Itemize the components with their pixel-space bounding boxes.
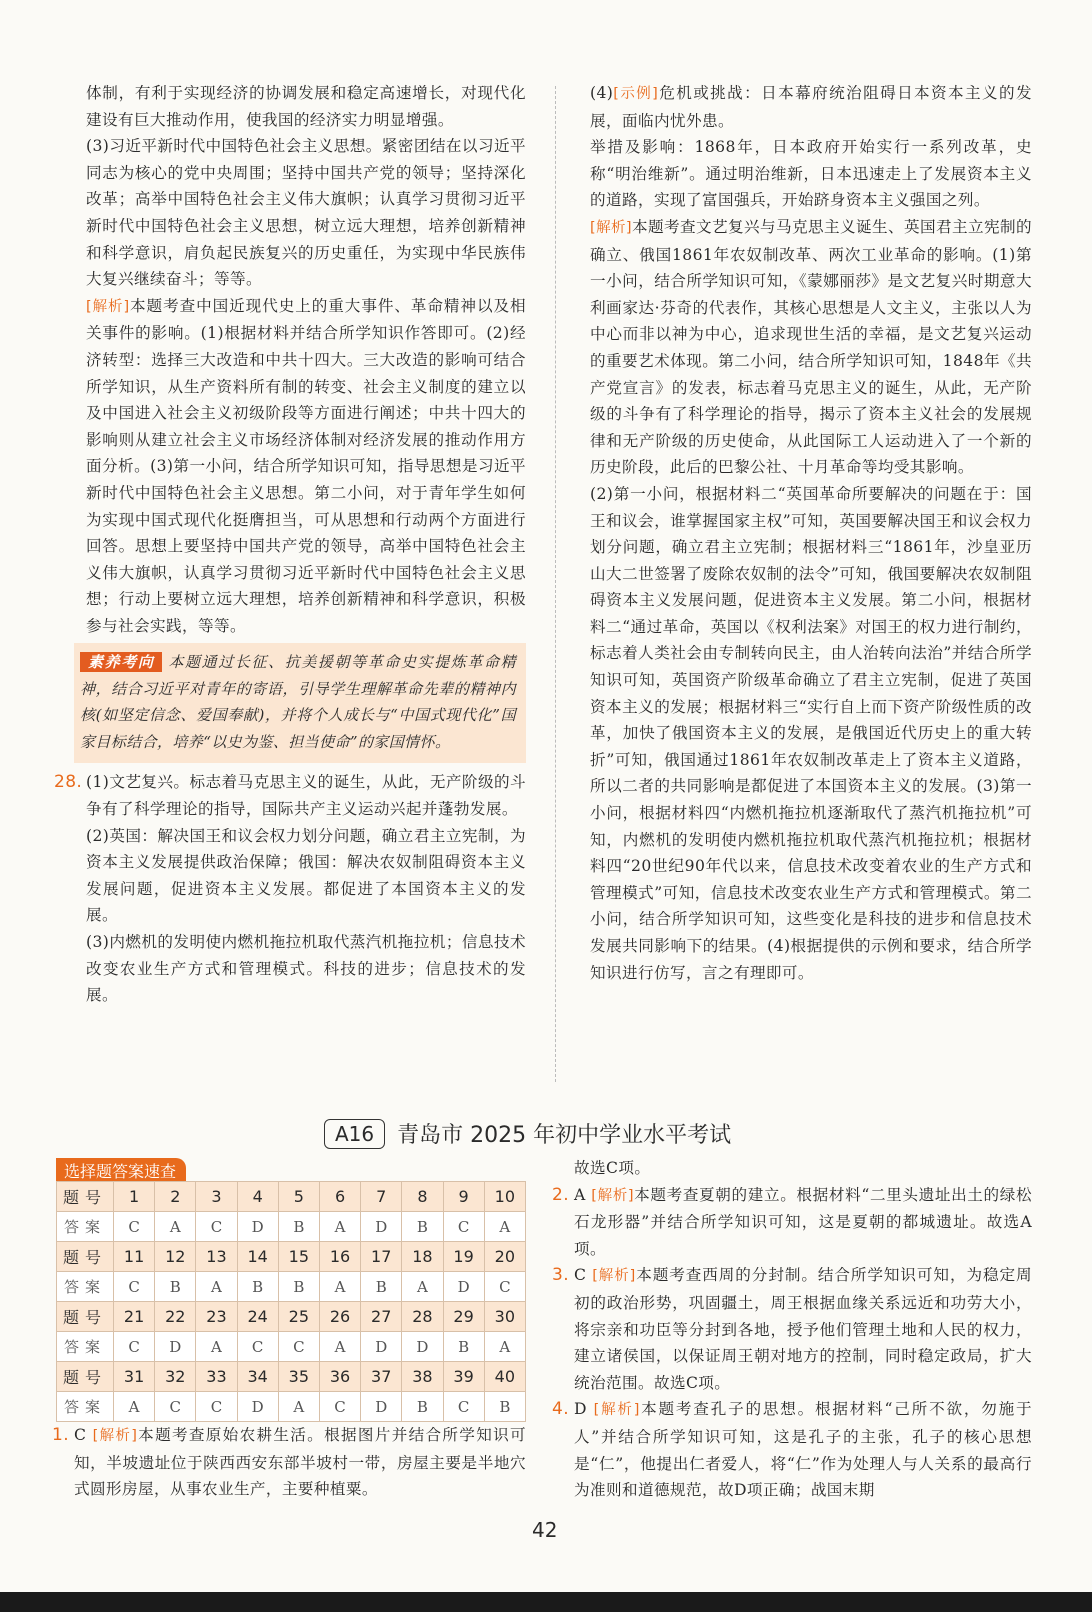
question-number-cell: 34	[237, 1362, 278, 1392]
answer-cell: D	[237, 1392, 278, 1422]
answer-cell: B	[361, 1272, 402, 1302]
question-number-cell: 25	[278, 1302, 319, 1332]
answer-cell: C	[443, 1392, 484, 1422]
answer-cell: C	[155, 1392, 196, 1422]
paragraph: 体制，有利于实现经济的协调发展和稳定高速增长，对现代化建设有巨大推动作用，使我国的经济实力明显增强。	[86, 84, 526, 129]
row-header: 题号	[57, 1302, 114, 1332]
analysis-paragraph	[86, 293, 526, 640]
question-number-cell: 5	[278, 1182, 319, 1212]
section-heading	[324, 1118, 731, 1149]
literacy-text: 本题通过长征、抗美援朝等革命史实提炼革命精神，结合习近平对青年的寄语，引导学生理解革命先辈的精神内核(如坚定信念、爱国奉献)，并将个人成长与“中国式现代化”国家目标结合，培养“以史为鉴、担当使命”的家国情怀。	[80, 653, 516, 751]
explanation-text: 本题考查原始农耕生活。根据图片并结合所学知识可知，半坡遗址位于陕西西安东部半坡村一带，房屋主要是半地穴式圆形房屋，从事农业生产，主要种植粟。	[74, 1426, 526, 1499]
answer-cell: B	[443, 1332, 484, 1362]
question-number-cell: 15	[278, 1242, 319, 1272]
question-number-cell: 20	[484, 1242, 525, 1272]
question-number-cell: 12	[155, 1242, 196, 1272]
sub-number: (4)	[590, 84, 614, 102]
answer-cell: C	[196, 1392, 237, 1422]
explanation-text: 本题考查西周的分封制。结合所学知识可知，为稳定周初的政治形势，巩固疆土，周王根据血缘关系远近和功劳大小，将宗亲和功臣等分封到各地，授予他们管理土地和人民的权力，建立诸侯国，以保证周王朝对地方的控制，同时稳定政局，扩大统治范围。故选C项。	[574, 1266, 1032, 1392]
answer-cell: A	[484, 1332, 525, 1362]
answer-cell: C	[278, 1332, 319, 1362]
question-number-cell: 13	[196, 1242, 237, 1272]
answer-cell: C	[237, 1332, 278, 1362]
answer-cell: D	[361, 1332, 402, 1362]
answer-cell: B	[278, 1272, 319, 1302]
answer-cell: B	[278, 1212, 319, 1242]
answer-cell: D	[237, 1212, 278, 1242]
answer-cell: D	[361, 1392, 402, 1422]
question-number-cell: 40	[484, 1362, 525, 1392]
row-header: 答案	[57, 1272, 114, 1302]
analysis-tag: [ 解析 ]	[86, 299, 130, 315]
question-number-cell: 17	[361, 1242, 402, 1272]
question-number-cell: 7	[361, 1182, 402, 1212]
question-number-cell: 39	[443, 1362, 484, 1392]
question-number-cell: 1	[114, 1182, 155, 1212]
analysis-text: 本题考查文艺复兴与马克思主义诞生、英国君主立宪制的确立、俄国1861年农奴制改革、两次工业革命的影响。(1)第一小问，结合所学知识可知，《蒙娜丽莎》是文艺复兴时期意大利画家达·芬奇的代表作，其核心思想是人文主义，主张以人为中心而非以神为中心，追求现世生活的幸福，是文艺复兴运动的重要艺术体现。第二小问，结合所学知识可知，1848年《共产党宣言》的发表，标志着马克思主义的诞生，从此，无产阶级的斗争有了科学理论的指导，揭示了资本主义社会的发展规律和无产阶级的历史使命，从此国际工人运动进入了一个新的历史阶段，此后的巴黎公社、十月革命等均受其影响。	[590, 217, 1032, 477]
right-column	[590, 80, 1032, 986]
question-number-cell: 26	[319, 1302, 360, 1332]
question-number-cell: 21	[114, 1302, 155, 1332]
question-number: 3.	[552, 1265, 570, 1286]
explanation-text: 本题考查夏朝的建立。根据材料“二里头遗址出土的绿松石龙形器”并结合所学知识可知，这是夏朝的都城遗址。故选A项。	[574, 1185, 1032, 1258]
question-number-cell: 27	[361, 1302, 402, 1332]
analysis-tag: [ 解析 ]	[591, 1188, 634, 1204]
column-divider	[555, 86, 556, 1082]
answer-letter: C	[74, 1426, 87, 1444]
answer-cell: B	[484, 1392, 525, 1422]
answer-cell: A	[196, 1332, 237, 1362]
explanation-3	[552, 1262, 1032, 1396]
question-number-row	[57, 1362, 526, 1392]
explanation-text: 本题考查孔子的思想。根据材料“己所不欲，勿施于人”并结合所学知识可知，这是孔子的主张，孔子的核心思想是“仁”，他提出仁者爱人，将“仁”作为处理人与人关系的最高行为准则和道德规范，故D项正确；战国末期	[574, 1400, 1032, 1500]
question-number-cell: 24	[237, 1302, 278, 1332]
analysis-paragraph	[590, 214, 1032, 481]
answer-cell: D	[361, 1212, 402, 1242]
paragraph: (3)习近平新时代中国特色社会主义思想。紧密团结在以习近平同志为核心的党中央周围；坚持中国共产党的领导；坚持深化改革；高举中国特色社会主义伟大旗帜；认真学习贯彻习近平新时代中国特色社会主义思想，树立远大理想，培养创新精神和科学意识，肩负起民族复兴的历史重任，为实现中华民族伟大复兴继续奋斗；等等。	[86, 137, 526, 289]
question-number-cell: 31	[114, 1362, 155, 1392]
answer-table	[56, 1181, 526, 1422]
answer-cell: A	[402, 1272, 443, 1302]
answer-letter: A	[574, 1185, 586, 1204]
example-tag: [ 示例 ]	[613, 86, 658, 102]
answer-row	[57, 1392, 526, 1422]
question-number-cell: 4	[237, 1182, 278, 1212]
page-number: 42	[532, 1518, 558, 1542]
scan-edge	[0, 1592, 1092, 1612]
question-number-cell: 9	[443, 1182, 484, 1212]
question-number-cell: 37	[361, 1362, 402, 1392]
answer-cell: C	[114, 1212, 155, 1242]
question-number-cell: 10	[484, 1182, 525, 1212]
answer-cell: A	[319, 1332, 360, 1362]
answer-cell: B	[402, 1212, 443, 1242]
explanation-2	[552, 1182, 1032, 1263]
explanation-continuation: 故选C项。	[574, 1159, 651, 1177]
paragraph: (2)第一小问，根据材料二“英国革命所要解决的问题在于：国王和议会，谁掌握国家主权”可知，英国要解决国王和议会权力划分问题，确立君主立宪制；根据材料三“1861年，沙皇亚历山大二世签署了废除农奴制的法令”可知，俄国要解决农奴制阻碍资本主义发展问题，促进资本主义发展。第二小问，根据材料二“通过革命，英国以《权利法案》对国王的权力进行制约，标志着人类社会由专制转向民主，由人治转向法治”并结合所学知识可知，英国资产阶级革命确立了君主立宪制，促进了英国资本主义的发展；根据材料三“实行自上而下资产阶级性质的改革，加快了俄国资本主义的发展，是俄国近代历史上的重大转折”可知，俄国通过1861年农奴制改革走上了资本主义道路，所以二者的共同影响是都促进了本国资本主义的发展。(3)第一小问，根据材料四“内燃机拖拉机逐渐取代了蒸汽机拖拉机”可知，内燃机的发明使内燃机拖拉机取代蒸汽机拖拉机；根据材料四“20世纪90年代以来，信息技术改变着农业的生产方式和管理模式”可知，信息技术改变农业生产方式和管理模式。第二小问，结合所学知识可知，这些变化是科技的进步和信息技术发展共同影响下的结果。(4)根据提供的示例和要求，结合所学知识进行仿写，言之有理即可。	[590, 484, 1032, 982]
answer-cell: C	[114, 1332, 155, 1362]
question-number-row	[57, 1182, 526, 1212]
answer-cell: B	[237, 1272, 278, 1302]
question-number-cell: 11	[114, 1242, 155, 1272]
answer-cell: D	[155, 1332, 196, 1362]
question-number-cell: 18	[402, 1242, 443, 1272]
answer-cell: A	[484, 1212, 525, 1242]
left-column	[54, 80, 526, 1009]
answer-cell: B	[155, 1272, 196, 1302]
analysis-tag: [ 解析 ]	[594, 1402, 640, 1418]
answer-letter: D	[574, 1400, 587, 1419]
answer-cell: C	[196, 1212, 237, 1242]
row-header: 题号	[57, 1182, 114, 1212]
answer-cell: D	[402, 1332, 443, 1362]
answer-cell: C	[114, 1272, 155, 1302]
paragraph: 举措及影响：1868年，日本政府开始实行一系列改革，史称“明治维新”。通过明治维新，日本迅速走上了发展资本主义的道路，实现了富国强兵，开始跻身资本主义强国之列。	[590, 138, 1032, 210]
question-number: 2.	[552, 1184, 570, 1205]
question-number-cell: 29	[443, 1302, 484, 1332]
question-number-cell: 8	[402, 1182, 443, 1212]
row-header: 题号	[57, 1242, 114, 1272]
answer-cell: A	[114, 1392, 155, 1422]
question-number-cell: 32	[155, 1362, 196, 1392]
paragraph-text: 危机或挑战：日本幕府统治阻碍日本资本主义的发展，面临内忧外患。	[590, 84, 1032, 130]
row-header: 答案	[57, 1392, 114, 1422]
answer-cell: A	[196, 1272, 237, 1302]
question-number-cell: 30	[484, 1302, 525, 1332]
answer-cell: A	[278, 1392, 319, 1422]
answer-cell: A	[155, 1212, 196, 1242]
question-number-cell: 3	[196, 1182, 237, 1212]
analysis-tag: [ 解析 ]	[93, 1428, 138, 1444]
answer-cell: A	[319, 1212, 360, 1242]
question-number-cell: 19	[443, 1242, 484, 1272]
answer-row	[57, 1332, 526, 1362]
literacy-tag: 素养考向	[80, 652, 162, 672]
analysis-text: 本题考查中国近现代史上的重大事件、革命精神以及相关事件的影响。(1)根据材料并结合所学知识作答即可。(2)经济转型：选择三大改造和中共十四大。三大改造的影响可结合所学知识，从生产资料所有制的转变、社会主义制度的建立以及中国进入社会主义初级阶段等方面进行阐述；中共十四大的影响则从建立社会主义市场经济体制对经济发展的推动作用方面分析。(3)第一小问，结合所学知识可知，指导思想是习近平新时代中国特色社会主义思想。第二小问，对于青年学生如何为实现中国式现代化挺膺担当，可从思想和行动两个方面进行回答。思想上要坚持中国共产党的领导，高举中国特色社会主义伟大旗帜，认真学习贯彻习近平新时代中国特色社会主义思想；行动上要树立远大理想，培养创新精神和科学意识，积极参与社会实践，等等。	[86, 296, 526, 635]
explanation-4	[552, 1396, 1032, 1503]
analysis-tag: [ 解析 ]	[590, 220, 632, 236]
question-number-cell: 2	[155, 1182, 196, 1212]
question-number-cell: 38	[402, 1362, 443, 1392]
question-number-cell: 28	[402, 1302, 443, 1332]
question-number-cell: 36	[319, 1362, 360, 1392]
literacy-box	[74, 643, 526, 763]
answer-letter: C	[574, 1266, 587, 1285]
section-code: A16	[324, 1119, 385, 1149]
paragraph: (3)内燃机的发明使内燃机拖拉机取代蒸汽机拖拉机；信息技术改变农业生产方式和管理模式。科技的进步；信息技术的发展。	[86, 933, 526, 1005]
question-number: 28.	[54, 772, 83, 793]
answer-row	[57, 1212, 526, 1242]
paragraph: (2)英国：解决国王和议会权力划分问题，确立君主立宪制，为资本主义发展提供政治保障；俄国：解决农奴制阻碍资本主义发展问题，促进资本主义发展。都促进了本国资本主义的发展。	[86, 826, 526, 925]
row-header: 题号	[57, 1362, 114, 1392]
row-header: 答案	[57, 1212, 114, 1242]
question-number-cell: 6	[319, 1182, 360, 1212]
explanations-right	[552, 1155, 1032, 1504]
question-number-row	[57, 1302, 526, 1332]
answer-cell: C	[443, 1212, 484, 1242]
section-title: 青岛市 2025 年初中学业水平考试	[397, 1123, 732, 1148]
answer-cell: C	[484, 1272, 525, 1302]
answer-row	[57, 1272, 526, 1302]
answer-cell: D	[443, 1272, 484, 1302]
answer-table-label: 选择题答案速查	[56, 1158, 186, 1183]
answer-cell: B	[402, 1392, 443, 1422]
question-number-cell: 23	[196, 1302, 237, 1332]
question-number-cell: 14	[237, 1242, 278, 1272]
answer-cell: C	[319, 1392, 360, 1422]
explanation-1	[52, 1422, 526, 1503]
question-number-cell: 22	[155, 1302, 196, 1332]
question-number: 1.	[52, 1425, 70, 1445]
question-number-cell: 35	[278, 1362, 319, 1392]
row-header: 答案	[57, 1332, 114, 1362]
question-number-cell: 33	[196, 1362, 237, 1392]
answer-text: (1)文艺复兴。标志着马克思主义的诞生，从此，无产阶级的斗争有了科学理论的指导，国际共产主义运动兴起并蓬勃发展。	[86, 773, 526, 819]
question-number-cell: 16	[319, 1242, 360, 1272]
question-28	[54, 769, 526, 822]
question-number-row	[57, 1242, 526, 1272]
question-number: 4.	[552, 1399, 570, 1420]
answer-cell: A	[319, 1272, 360, 1302]
paragraph	[590, 80, 1032, 134]
analysis-tag: [ 解析 ]	[592, 1268, 635, 1284]
